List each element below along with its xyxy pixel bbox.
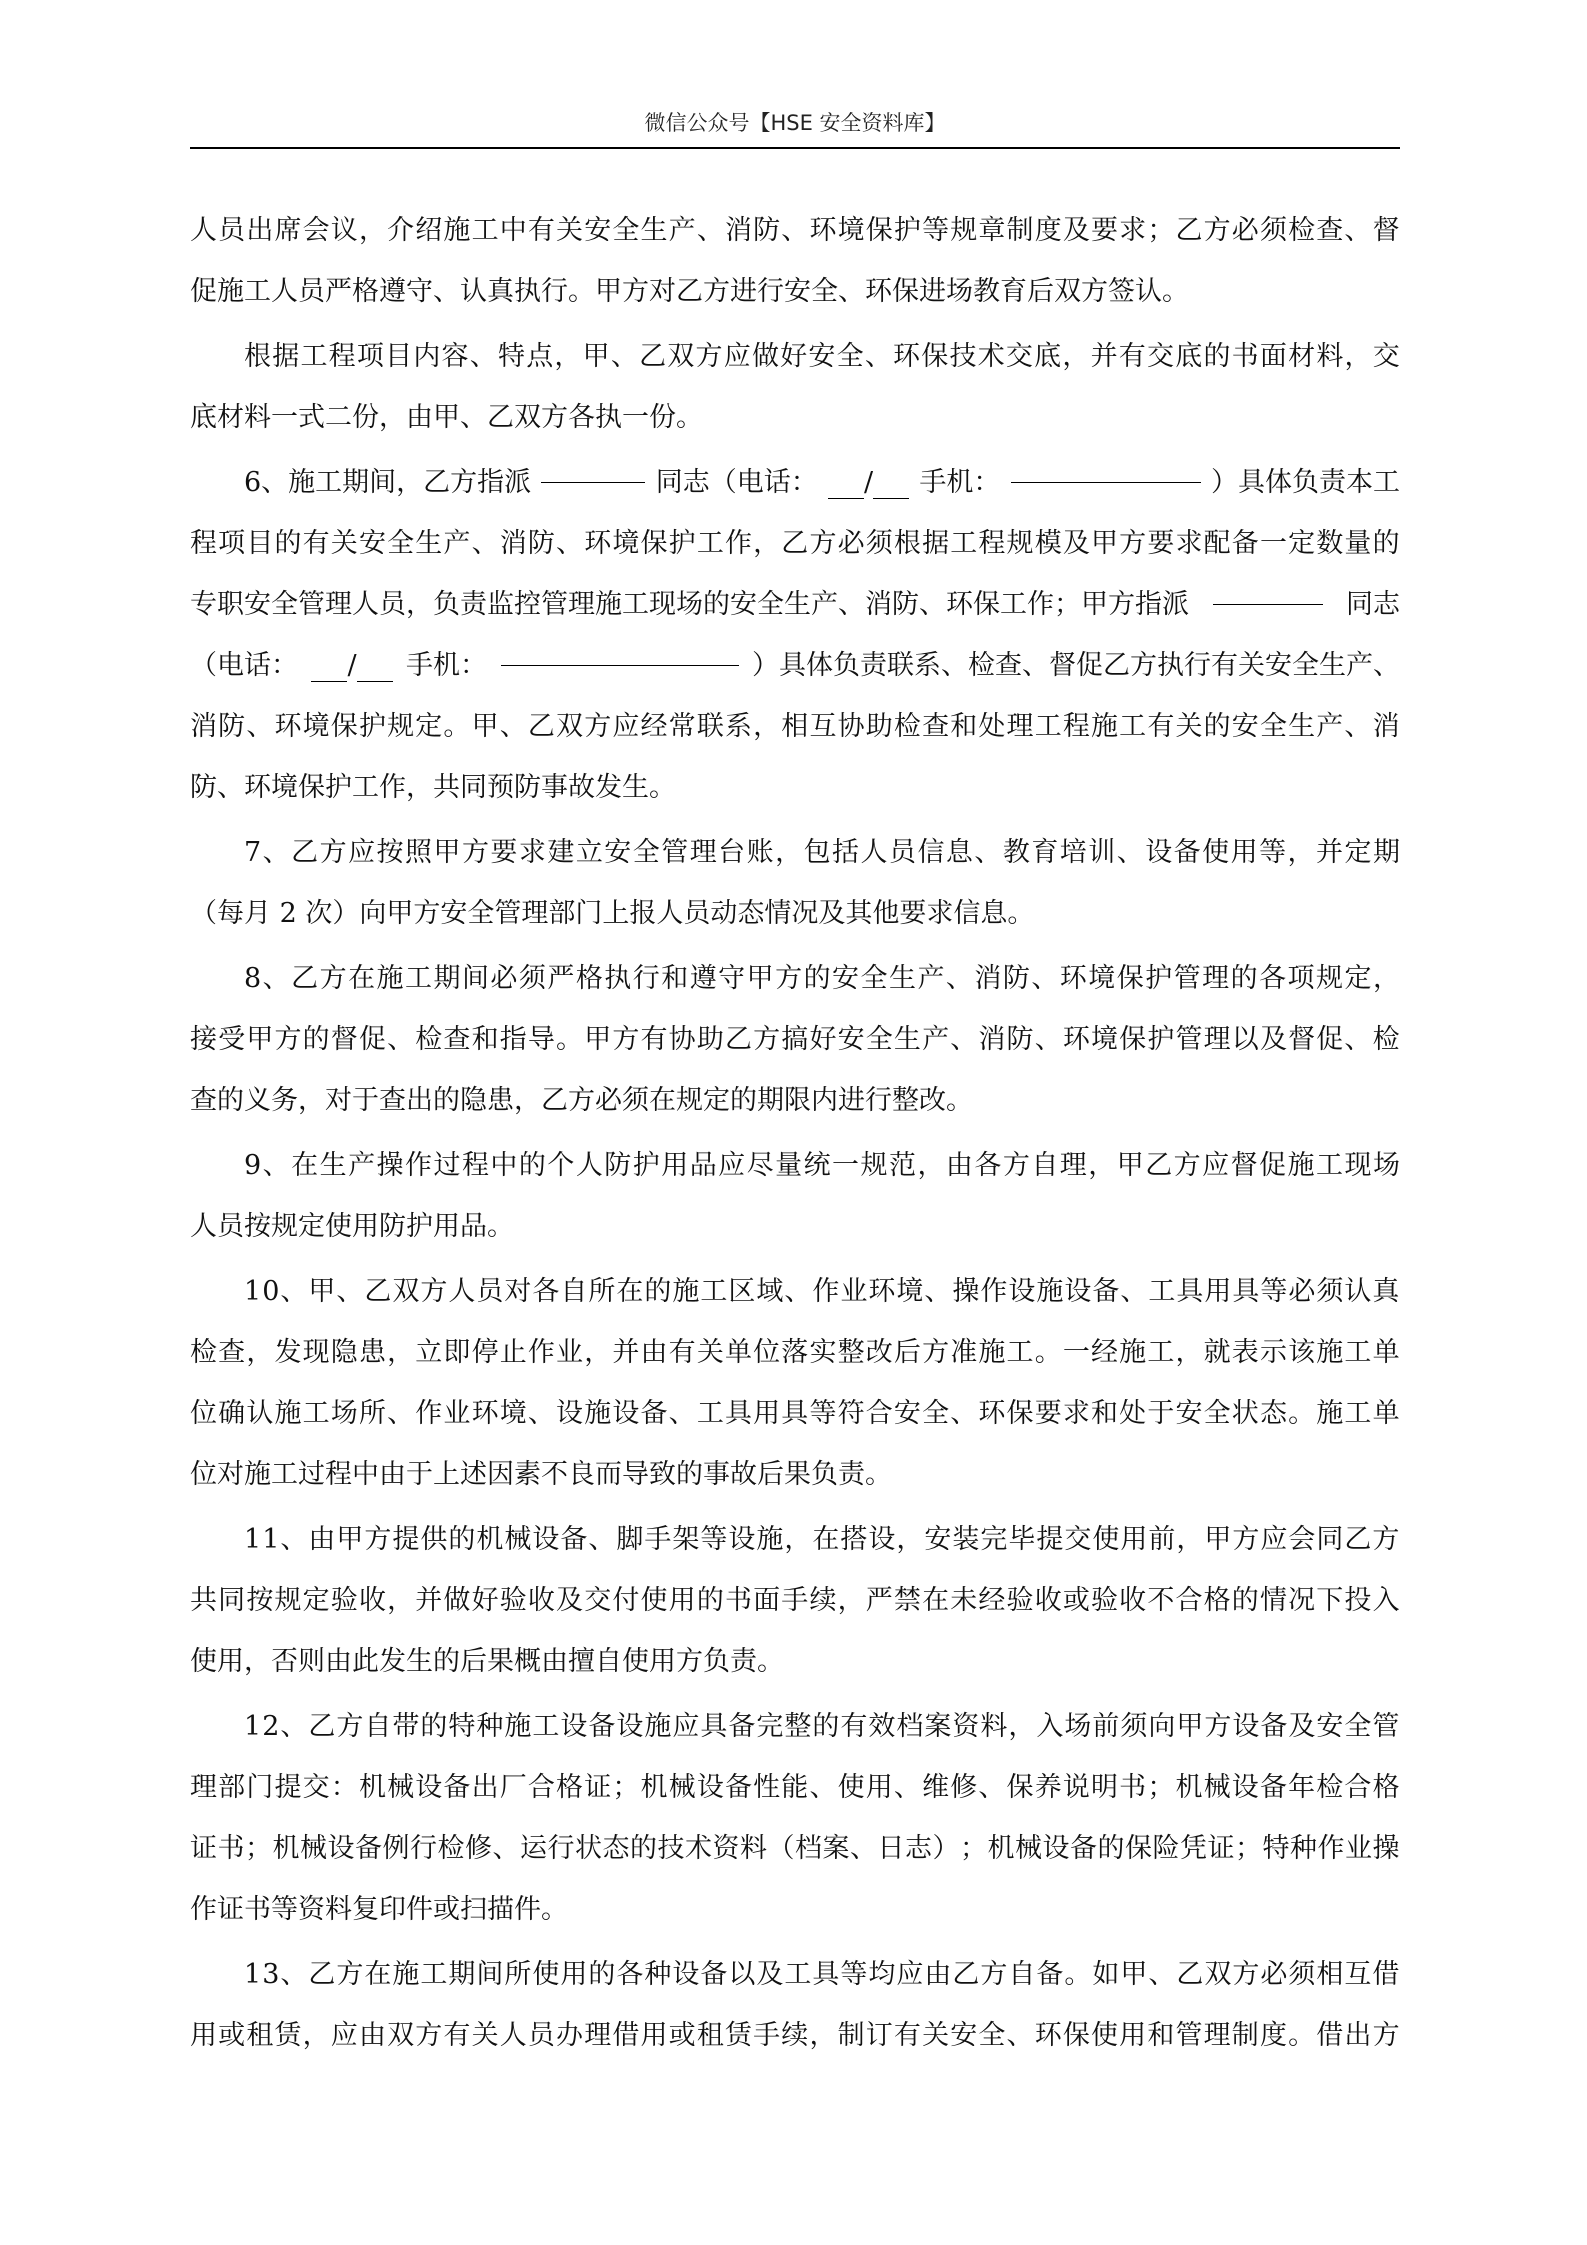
text-line: 人 员 出 席 会 议 ， 介 绍 施 工 中 有 关 安 全 生 产 、 消 防 、 环 境 保 护 等 规 章 制 度 及 要 求 ； 乙 方 必 须 检 查 、 督: [190, 215, 1400, 246]
item-6-line-1: [190, 452, 1400, 513]
text-segment: 手机：: [406, 650, 488, 681]
text-line: 根 据 工 程 项 目 内 容 、 特 点 ， 甲 、 乙 双 方 应 做 好 安 全 、 环 保 技 术 交 底 ， 并 有 交 底 的 书 面 材 料 ， 交: [244, 341, 1400, 372]
blank-field: [873, 468, 909, 499]
phone-blank: [828, 452, 909, 513]
text-segment: 手机：: [919, 467, 1001, 498]
document-body: [190, 200, 1400, 2066]
text-line: 人员按规定使用防护用品。: [190, 1211, 514, 1242]
text-segment: 专职安全管理人员，负责监控管理施工现场的安全生产、消防、环保工作；甲方指派: [190, 589, 1189, 620]
text-line: 8 、 乙 方 在 施 工 期 间 必 须 严 格 执 行 和 遵 守 甲 方 的 安 全 生 产 、 消 防 、 环 境 保 护 管 理 的 各 项 规 定 ，: [244, 963, 1400, 994]
text-line: 使用，否则由此发生的后果概由擅自使用方负责。: [190, 1646, 784, 1677]
item-6-line-4: [190, 635, 1400, 696]
blank-field: [541, 452, 645, 483]
text-line: 防、环境保护工作，共同预防事故发生。: [190, 772, 676, 803]
text-segment: /: [864, 467, 874, 498]
text-line: 底材料一式二份，由甲、乙双方各执一份。: [190, 402, 703, 433]
text-segment: /: [347, 650, 357, 681]
text-segment: ）具体负责联系、检查、督促乙方执行有关安全生产、: [751, 650, 1400, 681]
text-line: 检 查 ， 发 现 隐 患 ， 立 即 停 止 作 业 ， 并 由 有 关 单 位 落 实 整 改 后 方 准 施 工 。 一 经 施 工 ， 就 表 示 该 施 工 单: [190, 1337, 1400, 1368]
text-line: 1 0 、 甲 、 乙 双 方 人 员 对 各 自 所 在 的 施 工 区 域 、 作 业 环 境 、 操 作 设 施 设 备 、 工 具 用 具 等 必 须 认 真: [244, 1276, 1400, 1307]
text-segment: 6、施工期间，乙方指派: [244, 467, 532, 498]
page-header: 微信公众号【HSE 安全资料库】: [644, 111, 946, 135]
text-line: 共 同 按 规 定 验 收 ， 并 做 好 验 收 及 交 付 使 用 的 书 面 手 续 ， 严 禁 在 未 经 验 收 或 验 收 不 合 格 的 情 况 下 投 入: [190, 1585, 1400, 1616]
text-line: 理 部 门 提 交 ： 机 械 设 备 出 厂 合 格 证 ； 机 械 设 备 性 能 、 使 用 、 维 修 、 保 养 说 明 书 ； 机 械 设 备 年 检 合 格: [190, 1772, 1400, 1803]
text-segment: ）具体负责本工: [1210, 467, 1400, 498]
text-segment: 同志: [1346, 589, 1400, 620]
text-line: 位 确 认 施 工 场 所 、 作 业 环 境 、 设 施 设 备 、 工 具 用 具 等 符 合 安 全 、 环 保 要 求 和 处 于 安 全 状 态 。 施 工 单: [190, 1398, 1400, 1429]
text-line: 作证书等资料复印件或扫描件。: [190, 1894, 568, 1925]
text-line: 用 或 租 赁 ， 应 由 双 方 有 关 人 员 办 理 借 用 或 租 赁 手 续 ， 制 订 有 关 安 全 、 环 保 使 用 和 管 理 制 度 。 借 出 方: [190, 2020, 1400, 2051]
blank-field: [1011, 452, 1201, 483]
text-line: 1 3 、 乙 方 在 施 工 期 间 所 使 用 的 各 种 设 备 以 及 工 具 等 均 应 由 乙 方 自 备 。 如 甲 、 乙 双 方 必 须 相 互 借: [244, 1959, 1400, 1990]
text-line: 9 、 在 生 产 操 作 过 程 中 的 个 人 防 护 用 品 应 尽 量 统 一 规 范 ， 由 各 方 自 理 ， 甲 乙 方 应 督 促 施 工 现 场: [244, 1150, 1400, 1181]
text-line: 7 、 乙 方 应 按 照 甲 方 要 求 建 立 安 全 管 理 台 账 ， 包 括 人 员 信 息 、 教 育 培 训 、 设 备 使 用 等 ， 并 定 期: [244, 837, 1400, 868]
blank-field: [1213, 574, 1323, 605]
phone-blank: [311, 635, 392, 696]
text-line: 查的义务，对于查出的隐患，乙方必须在规定的期限内进行整改。: [190, 1085, 973, 1116]
text-line: （每月 2 次）向甲方安全管理部门上报人员动态情况及其他要求信息。: [190, 898, 1035, 929]
text-line: 消 防 、 环 境 保 护 规 定 。 甲 、 乙 双 方 应 经 常 联 系 ， 相 互 协 助 检 查 和 处 理 工 程 施 工 有 关 的 安 全 生 产 、 消: [190, 711, 1400, 742]
text-line: 1 1 、 由 甲 方 提 供 的 机 械 设 备 、 脚 手 架 等 设 施 ， 在 搭 设 ， 安 装 完 毕 提 交 使 用 前 ， 甲 方 应 会 同 乙 方: [244, 1524, 1400, 1555]
text-line: 程 项 目 的 有 关 安 全 生 产 、 消 防 、 环 境 保 护 工 作 ， 乙 方 必 须 根 据 工 程 规 模 及 甲 方 要 求 配 备 一 定 数 量 的: [190, 528, 1400, 559]
item-6-line-3: [190, 574, 1400, 635]
text-segment: （电话：: [190, 650, 298, 681]
text-line: 位对施工过程中由于上述因素不良而导致的事故后果负责。: [190, 1459, 892, 1490]
blank-field: [828, 468, 864, 499]
blank-field: [501, 635, 739, 666]
text-line: 促施工人员严格遵守、认真执行。甲方对乙方进行安全、环保进场教育后双方签认。: [190, 276, 1189, 307]
text-line: 证 书 ； 机 械 设 备 例 行 检 修 、 运 行 状 态 的 技 术 资 料 （ 档 案 、 日 志 ） ； 机 械 设 备 的 保 险 凭 证 ； 特 种 作 业 操: [190, 1833, 1400, 1864]
blank-field: [311, 651, 347, 682]
text-line: 接 受 甲 方 的 督 促 、 检 查 和 指 导 。 甲 方 有 协 助 乙 方 搞 好 安 全 生 产 、 消 防 、 环 境 保 护 管 理 以 及 督 促 、 检: [190, 1024, 1400, 1055]
header-divider: [190, 147, 1400, 149]
text-line: 1 2 、 乙 方 自 带 的 特 种 施 工 设 备 设 施 应 具 备 完 整 的 有 效 档 案 资 料 ， 入 场 前 须 向 甲 方 设 备 及 安 全 管: [244, 1711, 1400, 1742]
blank-field: [357, 651, 393, 682]
text-segment: 同志（电话：: [655, 467, 818, 498]
